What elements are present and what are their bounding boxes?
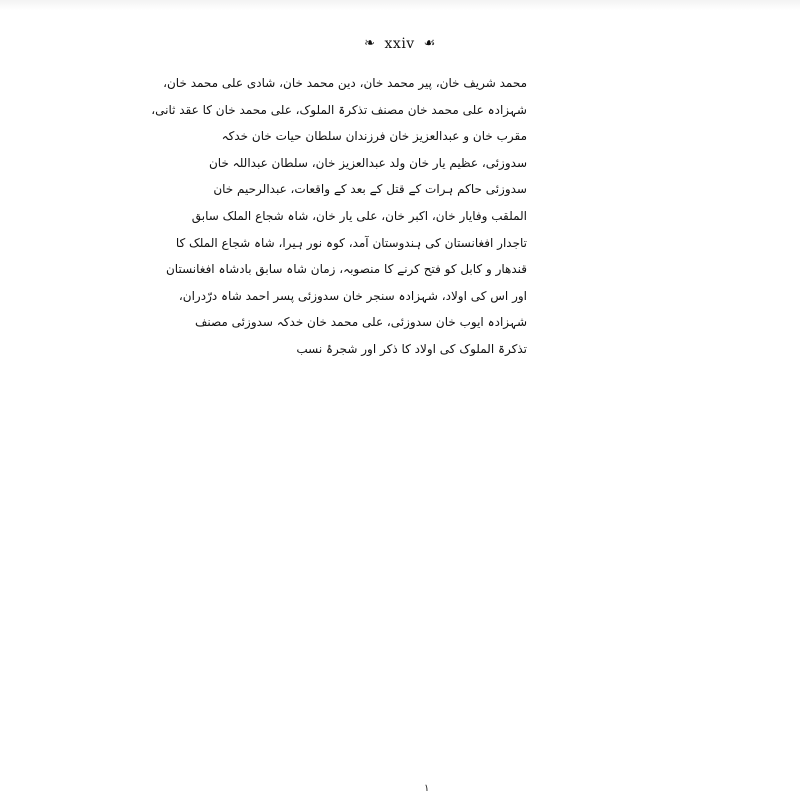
contents-paragraph (151, 70, 527, 363)
text-line: اور اس کی اولاد، شہزادہ سنجر خان سدوزئی پسر احمد شاہ درّدران، (178, 288, 527, 303)
text-line: قندھار و کابل کو فتح کرنے کا منصوبہ، زمان شاہ سابق بادشاہ افغانستان (165, 262, 527, 277)
page-number: xxiv (384, 36, 415, 52)
text-line: تذکرۃ الملوک کی اولاد کا ذکر اور شجرۂ نسب (296, 341, 527, 356)
text-line: الملقب وفایار خان، اکبر خان، علی یار خان، شاہ شجاع الملک سابق (191, 208, 527, 223)
footer-mark: ١ (424, 783, 430, 794)
text-line: مقرب خان و عبدالعزیز خان فرزندان سلطان حیات خان خدکہ (221, 129, 527, 144)
page-top-edge (0, 0, 800, 10)
text-line: شہزادہ ایوب خان سدوزئی، علی محمد خان خدکہ سدوزئی مصنف (194, 315, 527, 330)
text-line: شہزادہ علی محمد خان مصنف تذکرۃ الملوک، علی محمد خان کا عقد ثانی، (151, 102, 527, 117)
text-line: محمد شریف خان، پیر محمد خان، دین محمد خان، شادی علی محمد خان، (163, 76, 527, 90)
text-line: سدوزئی حاکم ہرات کے قتل کے بعد کے واقعات، عبدالرحیم خان (213, 182, 527, 197)
page-header (0, 34, 800, 54)
ornament-right-icon: ☙ (423, 36, 436, 51)
ornament-left-icon: ❧ (364, 36, 376, 51)
text-line: سدوزئی، عظیم یار خان ولد عبدالعزیز خان، سلطان عبداللہ خان (208, 155, 527, 170)
text-line: تاجدار افغانستان کی ہندوستان آمد، کوہ نور ہیرا، شاہ شجاع الملک کا (175, 235, 527, 250)
